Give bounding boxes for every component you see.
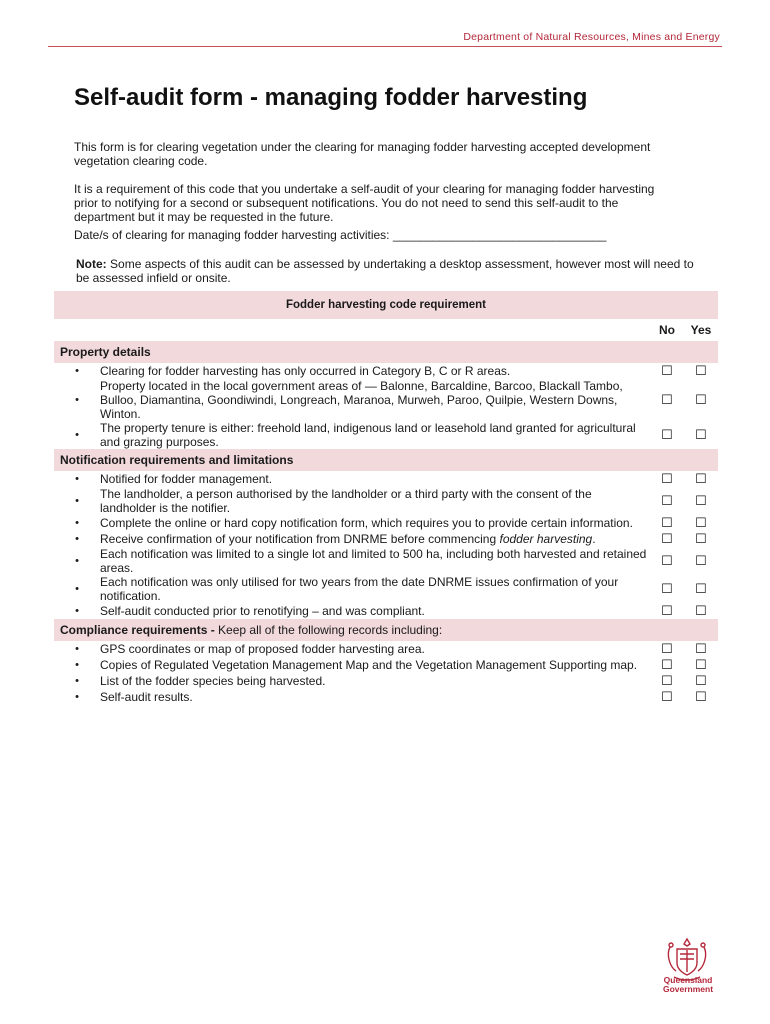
bullet: • <box>75 473 79 485</box>
requirement-text-main: Each notification was only utilised for two years from the date DNRME issues confirmation of your notification. <box>100 575 619 603</box>
bullet: • <box>75 517 79 529</box>
requirement-row <box>54 641 718 657</box>
requirement-text <box>100 379 650 421</box>
requirements-table <box>54 291 718 705</box>
requirement-text-main: Receive confirmation of your notification from DNRME before commencing <box>100 532 500 546</box>
requirement-text-main: Clearing for fodder harvesting has only occurred in Category B, C or R areas. <box>100 364 511 378</box>
section-header <box>54 341 718 363</box>
requirement-row <box>54 363 718 379</box>
requirement-text <box>100 531 650 547</box>
checkbox-yes[interactable]: ☐ <box>695 581 707 596</box>
checkbox-no[interactable]: ☐ <box>661 641 673 656</box>
bullet: • <box>75 643 79 655</box>
section-header <box>54 449 718 471</box>
requirement-row <box>54 575 718 603</box>
requirement-text-main: GPS coordinates or map of proposed fodder harvesting area. <box>100 642 425 656</box>
bullet: • <box>75 605 79 617</box>
requirement-row <box>54 487 718 515</box>
section-title: Notification requirements and limitations <box>60 453 294 467</box>
checkbox-no[interactable]: ☐ <box>661 603 673 618</box>
checkbox-yes[interactable]: ☐ <box>695 515 707 530</box>
requirement-text <box>100 547 650 575</box>
requirement-text-main: List of the fodder species being harvested. <box>100 674 326 688</box>
requirement-text-emphasis: fodder harvesting <box>499 532 593 546</box>
checkbox-yes[interactable]: ☐ <box>695 493 707 508</box>
requirement-row <box>54 515 718 531</box>
requirement-text <box>100 515 650 531</box>
checkbox-yes[interactable]: ☐ <box>695 641 707 656</box>
checkbox-no[interactable]: ☐ <box>661 689 673 704</box>
requirement-text <box>100 673 650 689</box>
header-divider <box>48 46 722 47</box>
note <box>76 257 706 285</box>
checkbox-no[interactable]: ☐ <box>661 515 673 530</box>
requirement-text <box>100 603 650 619</box>
intro-paragraph-1: This form is for clearing vegetation under the clearing for managing fodder harvesting accepted development vegetation clearing code. <box>74 140 651 168</box>
checkbox-yes[interactable]: ☐ <box>695 689 707 704</box>
requirement-text-main: Complete the online or hard copy notification form, which requires you to provide certain information. <box>100 516 633 530</box>
checkbox-yes[interactable]: ☐ <box>695 427 707 442</box>
column-no-header: No <box>659 323 675 337</box>
requirement-text <box>100 421 650 449</box>
checkbox-no[interactable]: ☐ <box>661 581 673 596</box>
requirement-text <box>100 641 650 657</box>
note-text: Some aspects of this audit can be assessed by undertaking a desktop assessment, however most will need to be assessed infield or onsite. <box>76 257 694 285</box>
checkbox-no[interactable]: ☐ <box>661 392 673 407</box>
checkbox-yes[interactable]: ☐ <box>695 657 707 672</box>
checkbox-no[interactable]: ☐ <box>661 427 673 442</box>
requirement-text <box>100 689 650 705</box>
checkbox-no[interactable]: ☐ <box>661 657 673 672</box>
bullet: • <box>75 365 79 377</box>
requirement-row <box>54 471 718 487</box>
requirement-row <box>54 379 718 421</box>
requirement-text-main: Self-audit conducted prior to renotifying – and was compliant. <box>100 604 425 618</box>
intro-paragraph-2: It is a requirement of this code that you undertake a self-audit of your clearing for managing fodder harvesting prior to notifying for a second or subsequent notifications. You do not need to send this self-audit to the department but it may be requested in the future. <box>74 182 655 224</box>
requirement-text-main: Self-audit results. <box>100 690 193 704</box>
section-header <box>54 619 718 641</box>
column-yes-header: Yes <box>690 323 712 337</box>
section-title: Property details <box>60 345 151 359</box>
checkbox-no[interactable]: ☐ <box>661 363 673 378</box>
checkbox-yes[interactable]: ☐ <box>695 673 707 688</box>
checkbox-yes[interactable]: ☐ <box>695 553 707 568</box>
requirement-text <box>100 471 650 487</box>
note-label: Note: <box>76 257 107 271</box>
requirement-text <box>100 575 650 603</box>
requirement-row <box>54 603 718 619</box>
requirement-text-main: The property tenure is either: freehold land, indigenous land or leasehold land granted for agricultural and grazing purposes. <box>100 421 636 449</box>
bullet: • <box>75 583 79 595</box>
checkbox-no[interactable]: ☐ <box>661 493 673 508</box>
requirement-text <box>100 363 650 379</box>
bullet: • <box>75 691 79 703</box>
page-title: Self-audit form - managing fodder harvesting <box>74 84 588 111</box>
section-title: Compliance requirements - <box>60 623 219 637</box>
bullet: • <box>75 495 79 507</box>
queensland-government-wordmark: Queensland Government <box>662 975 714 994</box>
requirement-row <box>54 531 718 547</box>
checkbox-yes[interactable]: ☐ <box>695 531 707 546</box>
bullet: • <box>75 429 79 441</box>
bullet: • <box>75 675 79 687</box>
checkbox-yes[interactable]: ☐ <box>695 392 707 407</box>
requirement-row <box>54 421 718 449</box>
requirement-text-main: Copies of Regulated Vegetation Management Map and the Vegetation Management Supporting map. <box>100 658 638 672</box>
section-subtitle: Keep all of the following records including: <box>218 623 443 637</box>
bullet: • <box>75 394 79 406</box>
clearing-dates-field[interactable]: Date/s of clearing for managing fodder harvesting activities: ________________________________ <box>74 228 607 242</box>
checkbox-yes[interactable]: ☐ <box>695 603 707 618</box>
checkbox-no[interactable]: ☐ <box>661 471 673 486</box>
checkbox-no[interactable]: ☐ <box>661 673 673 688</box>
department-name: Department of Natural Resources, Mines and Energy <box>463 31 720 43</box>
requirement-text <box>100 487 650 515</box>
checkbox-yes[interactable]: ☐ <box>695 363 707 378</box>
bullet: • <box>75 555 79 567</box>
checkbox-no[interactable]: ☐ <box>661 553 673 568</box>
bullet: • <box>75 533 79 545</box>
requirement-text <box>100 657 650 673</box>
requirement-text-after: . <box>592 532 596 546</box>
checkbox-yes[interactable]: ☐ <box>695 471 707 486</box>
requirement-text-main: Notified for fodder management. <box>100 472 273 486</box>
requirement-text-main: Property located in the local government areas of — Balonne, Barcaldine, Barcoo, Blackall Tambo, Bulloo, Diamantina, Goondiwindi, Longreach, Maranoa, Murweh, Paroo, Quilpie, Western Downs, Winton. <box>100 379 623 421</box>
checkbox-no[interactable]: ☐ <box>661 531 673 546</box>
requirement-text-main: The landholder, a person authorised by the landholder or a third party with the consent of the landholder is the notifier. <box>100 487 592 515</box>
requirement-row <box>54 657 718 673</box>
bullet: • <box>75 659 79 671</box>
requirement-row <box>54 673 718 689</box>
table-heading: Fodder harvesting code requirement <box>54 291 718 319</box>
requirement-row <box>54 547 718 575</box>
requirement-text-main: Each notification was limited to a single lot and limited to 500 ha, including both harvested and retained areas. <box>100 547 647 575</box>
requirement-row <box>54 689 718 705</box>
